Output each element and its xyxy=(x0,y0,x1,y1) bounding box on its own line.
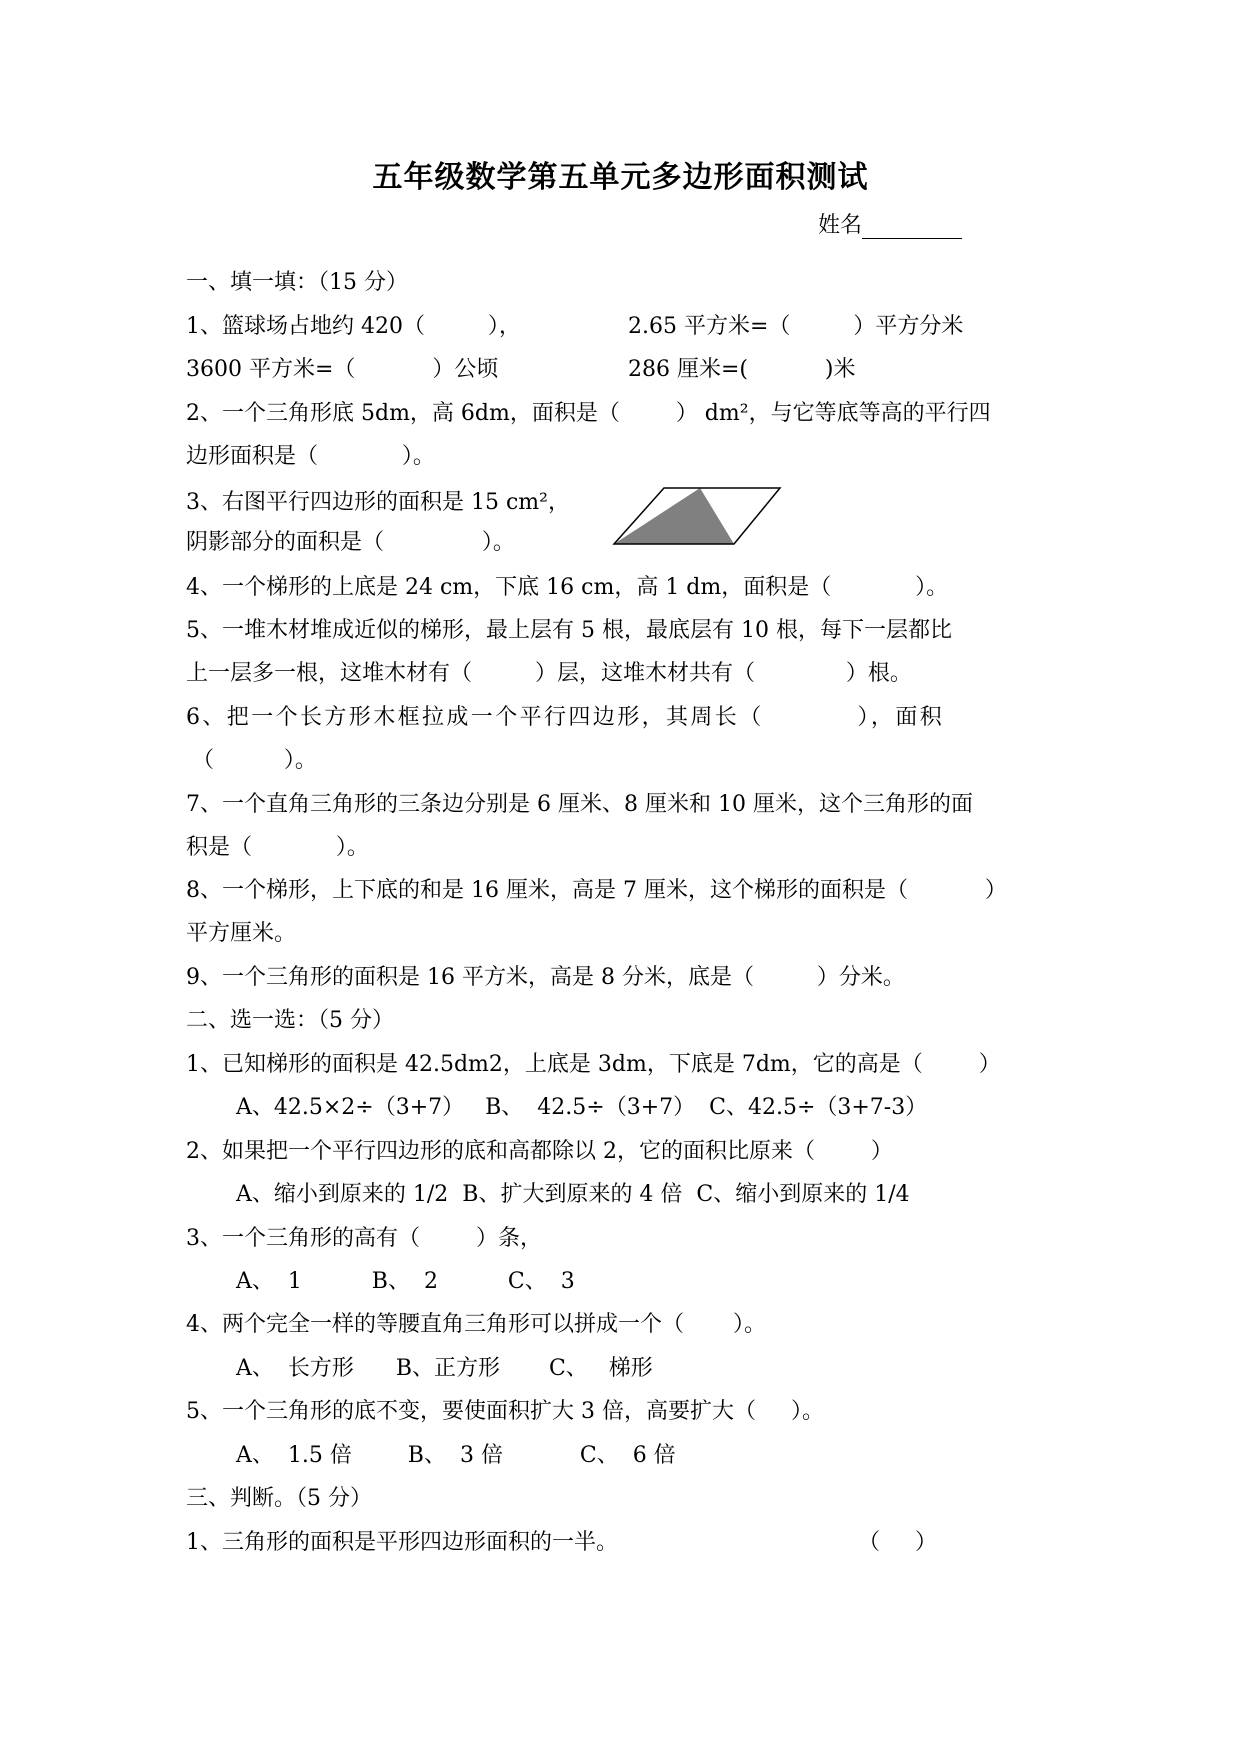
q1-5b: 上一层多一根，这堆木材有（ ）层，这堆木材共有（ ）根。 xyxy=(186,661,912,686)
q1-2a: 2、一个三角形底 5dm，高 6dm，面积是（ ） dm²，与它等底等高的平行四 xyxy=(186,401,991,426)
q1-6b: （ ）。 xyxy=(192,748,317,773)
q1-1a: 1、篮球场占地约 420（ ）， xyxy=(186,314,521,339)
q1-8b: 平方厘米。 xyxy=(186,921,297,946)
q1-1c: 3600 平方米=（ ）公顷 xyxy=(186,357,499,382)
name-blank[interactable] xyxy=(862,216,962,239)
q1-1b: 2.65 平方米=（ ）平方分米 xyxy=(628,314,964,339)
q2-5-options: A、 1.5 倍 B、 3 倍 C、 6 倍 xyxy=(236,1443,676,1468)
q1-8a: 8、一个梯形，上下底的和是 16 厘米，高是 7 厘米，这个梯形的面积是（ ） xyxy=(186,878,1007,903)
q1-3b: 阴影部分的面积是（ ）。 xyxy=(186,530,515,555)
q1-7a: 7、一个直角三角形的三条边分别是 6 厘米、8 厘米和 10 厘米，这个三角形的面 xyxy=(186,792,973,817)
q2-1-options: A、42.5×2÷（3+7） B、 42.5÷（3+7） C、42.5÷（3+7-3） xyxy=(236,1095,928,1120)
q3-1-answer-blank[interactable]: （ ） xyxy=(858,1530,937,1555)
q2-3-options: A、 1 B、 2 C、 3 xyxy=(236,1269,575,1294)
parallelogram-svg xyxy=(612,486,782,548)
q1-6a: 6、把一个长方形木框拉成一个平行四边形，其周长（ ），面积 xyxy=(186,705,945,730)
q3-1: 1、三角形的面积是平形四边形面积的一半。 xyxy=(186,1530,618,1555)
q2-4-options: A、 长方形 B、正方形 C、 梯形 xyxy=(236,1356,653,1381)
name-field[interactable] xyxy=(818,208,962,239)
section-3-header: 三、判断。（5 分） xyxy=(186,1486,372,1511)
shaded-triangle xyxy=(614,488,734,544)
name-label: 姓名 xyxy=(818,213,863,238)
q1-9: 9、一个三角形的面积是 16 平方米，高是 8 分米，底是（ ）分米。 xyxy=(186,965,905,990)
q2-1: 1、已知梯形的面积是 42.5dm2，上底是 3dm，下底是 7dm，它的高是（ ） xyxy=(186,1052,1001,1077)
page-title: 五年级数学第五单元多边形面积测试 xyxy=(372,160,869,195)
q2-3: 3、一个三角形的高有（ ）条， xyxy=(186,1226,542,1251)
q1-2b: 边形面积是（ ）。 xyxy=(186,444,435,469)
section-2-header: 二、选一选：（5 分） xyxy=(186,1008,394,1033)
q1-7b: 积是（ ）。 xyxy=(186,835,369,860)
q1-1d: 286 厘米=( )米 xyxy=(628,357,856,382)
q2-2-options: A、缩小到原来的 1/2 B、扩大到原来的 4 倍 C、缩小到原来的 1/4 xyxy=(236,1182,910,1207)
q2-4: 4、两个完全一样的等腰直角三角形可以拼成一个（ ）。 xyxy=(186,1312,766,1337)
q2-5: 5、一个三角形的底不变，要使面积扩大 3 倍，高要扩大（ ）。 xyxy=(186,1399,824,1424)
q1-5a: 5、一堆木材堆成近似的梯形，最上层有 5 根，最底层有 10 根，每下一层都比 xyxy=(186,618,952,643)
section-1-header: 一、填一填：（15 分） xyxy=(186,270,408,295)
q1-4: 4、一个梯形的上底是 24 cm，下底 16 cm，高 1 dm，面积是（ ）。 xyxy=(186,575,949,600)
q2-2: 2、如果把一个平行四边形的底和高都除以 2，它的面积比原来（ ） xyxy=(186,1139,893,1164)
q1-3a: 3、右图平行四边形的面积是 15 cm²， xyxy=(186,490,570,515)
parallelogram-figure xyxy=(612,486,782,552)
